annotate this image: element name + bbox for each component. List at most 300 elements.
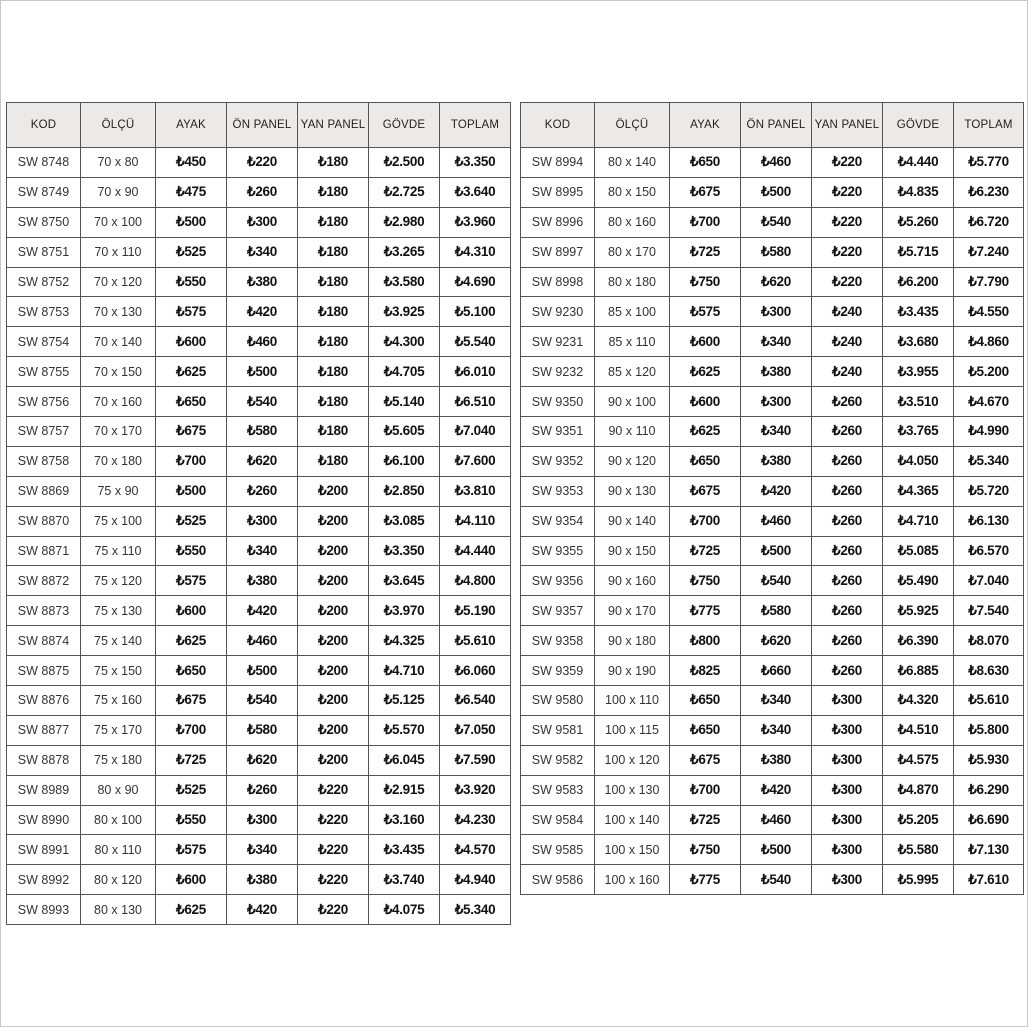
cell-olcu: 70 x 80: [81, 148, 156, 178]
cell-yan-panel: ₺200: [298, 536, 369, 566]
cell-on-panel: ₺540: [741, 566, 812, 596]
cell-on-panel: ₺380: [741, 745, 812, 775]
table-row: [521, 865, 1024, 895]
cell-govde: ₺5.205: [883, 805, 954, 835]
cell-yan-panel: ₺260: [812, 656, 883, 686]
table-row: [7, 207, 511, 237]
cell-yan-panel: ₺180: [298, 267, 369, 297]
cell-kod: SW 8752: [7, 267, 81, 297]
table-row: [521, 327, 1024, 357]
column-header-toplam: TOPLAM: [954, 103, 1024, 148]
cell-yan-panel: ₺220: [298, 805, 369, 835]
cell-olcu: 70 x 90: [81, 177, 156, 207]
table-row: [521, 656, 1024, 686]
column-header-ayak: AYAK: [670, 103, 741, 148]
cell-toplam: ₺4.690: [440, 267, 511, 297]
cell-toplam: ₺5.800: [954, 715, 1024, 745]
cell-on-panel: ₺460: [741, 506, 812, 536]
cell-kod: SW 8876: [7, 686, 81, 716]
cell-olcu: 100 x 115: [595, 715, 670, 745]
cell-kod: SW 8991: [7, 835, 81, 865]
cell-govde: ₺6.100: [369, 446, 440, 476]
cell-ayak: ₺600: [670, 327, 741, 357]
cell-olcu: 70 x 130: [81, 297, 156, 327]
table-row: [521, 476, 1024, 506]
cell-govde: ₺2.980: [369, 207, 440, 237]
cell-yan-panel: ₺200: [298, 626, 369, 656]
cell-yan-panel: ₺180: [298, 387, 369, 417]
table-header-row: [521, 103, 1024, 148]
cell-govde: ₺5.580: [883, 835, 954, 865]
cell-olcu: 85 x 110: [595, 327, 670, 357]
column-header-olcu: ÖLÇÜ: [595, 103, 670, 148]
cell-toplam: ₺7.600: [440, 446, 511, 476]
cell-on-panel: ₺340: [741, 686, 812, 716]
cell-govde: ₺4.325: [369, 626, 440, 656]
cell-olcu: 100 x 110: [595, 686, 670, 716]
cell-olcu: 90 x 150: [595, 536, 670, 566]
cell-toplam: ₺6.060: [440, 656, 511, 686]
cell-govde: ₺4.575: [883, 745, 954, 775]
cell-toplam: ₺5.100: [440, 297, 511, 327]
column-header-on-panel: ÖN PANEL: [741, 103, 812, 148]
table-row: [7, 566, 511, 596]
cell-kod: SW 8875: [7, 656, 81, 686]
cell-ayak: ₺475: [156, 177, 227, 207]
cell-toplam: ₺7.540: [954, 596, 1024, 626]
cell-on-panel: ₺660: [741, 656, 812, 686]
cell-on-panel: ₺380: [227, 267, 298, 297]
cell-yan-panel: ₺300: [812, 835, 883, 865]
cell-on-panel: ₺620: [741, 267, 812, 297]
cell-yan-panel: ₺260: [812, 536, 883, 566]
cell-kod: SW 8995: [521, 177, 595, 207]
cell-ayak: ₺600: [670, 387, 741, 417]
cell-on-panel: ₺260: [227, 476, 298, 506]
cell-kod: SW 9353: [521, 476, 595, 506]
cell-olcu: 75 x 100: [81, 506, 156, 536]
cell-olcu: 90 x 120: [595, 446, 670, 476]
cell-olcu: 70 x 120: [81, 267, 156, 297]
cell-govde: ₺6.390: [883, 626, 954, 656]
cell-kod: SW 8873: [7, 596, 81, 626]
column-header-yan-panel: YAN PANEL: [298, 103, 369, 148]
column-header-yan-panel: YAN PANEL: [812, 103, 883, 148]
cell-ayak: ₺625: [156, 895, 227, 925]
cell-olcu: 70 x 110: [81, 237, 156, 267]
cell-yan-panel: ₺180: [298, 446, 369, 476]
cell-olcu: 80 x 150: [595, 177, 670, 207]
cell-kod: SW 9582: [521, 745, 595, 775]
cell-yan-panel: ₺200: [298, 566, 369, 596]
cell-toplam: ₺7.240: [954, 237, 1024, 267]
table-row: [7, 506, 511, 536]
cell-ayak: ₺700: [670, 207, 741, 237]
cell-govde: ₺5.605: [369, 417, 440, 447]
cell-ayak: ₺575: [156, 835, 227, 865]
cell-toplam: ₺7.040: [440, 417, 511, 447]
cell-ayak: ₺700: [670, 775, 741, 805]
table-row: [521, 506, 1024, 536]
cell-ayak: ₺450: [156, 148, 227, 178]
table-row: [521, 177, 1024, 207]
cell-on-panel: ₺340: [741, 327, 812, 357]
cell-toplam: ₺6.290: [954, 775, 1024, 805]
cell-kod: SW 9584: [521, 805, 595, 835]
cell-toplam: ₺6.230: [954, 177, 1024, 207]
cell-toplam: ₺7.590: [440, 745, 511, 775]
table-row: [521, 148, 1024, 178]
cell-on-panel: ₺460: [741, 148, 812, 178]
cell-ayak: ₺725: [670, 805, 741, 835]
column-header-on-panel: ÖN PANEL: [227, 103, 298, 148]
cell-on-panel: ₺380: [227, 865, 298, 895]
cell-toplam: ₺3.920: [440, 775, 511, 805]
table-row: [7, 237, 511, 267]
cell-olcu: 80 x 90: [81, 775, 156, 805]
table-row: [7, 177, 511, 207]
cell-govde: ₺3.510: [883, 387, 954, 417]
table-row: [521, 267, 1024, 297]
cell-olcu: 70 x 170: [81, 417, 156, 447]
table-row: [521, 686, 1024, 716]
cell-olcu: 75 x 180: [81, 745, 156, 775]
cell-yan-panel: ₺300: [812, 865, 883, 895]
cell-govde: ₺4.835: [883, 177, 954, 207]
cell-yan-panel: ₺180: [298, 148, 369, 178]
cell-yan-panel: ₺220: [812, 237, 883, 267]
cell-on-panel: ₺340: [741, 417, 812, 447]
cell-on-panel: ₺300: [227, 207, 298, 237]
cell-toplam: ₺7.130: [954, 835, 1024, 865]
cell-toplam: ₺7.050: [440, 715, 511, 745]
table-row: [521, 805, 1024, 835]
cell-on-panel: ₺420: [741, 775, 812, 805]
table-row: [521, 387, 1024, 417]
cell-govde: ₺3.970: [369, 596, 440, 626]
cell-yan-panel: ₺240: [812, 297, 883, 327]
cell-kod: SW 9586: [521, 865, 595, 895]
table-body-right: [521, 148, 1024, 895]
cell-govde: ₺5.995: [883, 865, 954, 895]
cell-olcu: 80 x 140: [595, 148, 670, 178]
column-header-govde: GÖVDE: [369, 103, 440, 148]
cell-olcu: 70 x 180: [81, 446, 156, 476]
cell-on-panel: ₺460: [741, 805, 812, 835]
table-row: [7, 387, 511, 417]
cell-olcu: 75 x 170: [81, 715, 156, 745]
cell-ayak: ₺650: [670, 446, 741, 476]
cell-on-panel: ₺580: [741, 596, 812, 626]
cell-kod: SW 9351: [521, 417, 595, 447]
cell-ayak: ₺750: [670, 835, 741, 865]
cell-toplam: ₺6.010: [440, 357, 511, 387]
cell-kod: SW 8750: [7, 207, 81, 237]
cell-ayak: ₺575: [156, 297, 227, 327]
cell-yan-panel: ₺220: [298, 895, 369, 925]
cell-ayak: ₺550: [156, 805, 227, 835]
cell-toplam: ₺7.610: [954, 865, 1024, 895]
cell-kod: SW 9356: [521, 566, 595, 596]
cell-govde: ₺4.365: [883, 476, 954, 506]
cell-yan-panel: ₺300: [812, 805, 883, 835]
cell-olcu: 100 x 130: [595, 775, 670, 805]
cell-on-panel: ₺380: [227, 566, 298, 596]
cell-on-panel: ₺540: [741, 865, 812, 895]
table-row: [521, 417, 1024, 447]
table-row: [521, 207, 1024, 237]
cell-olcu: 90 x 130: [595, 476, 670, 506]
cell-kod: SW 8755: [7, 357, 81, 387]
table-row: [521, 237, 1024, 267]
cell-govde: ₺3.085: [369, 506, 440, 536]
cell-on-panel: ₺300: [227, 506, 298, 536]
cell-kod: SW 9357: [521, 596, 595, 626]
cell-govde: ₺4.705: [369, 357, 440, 387]
cell-toplam: ₺3.960: [440, 207, 511, 237]
cell-toplam: ₺5.610: [954, 686, 1024, 716]
cell-on-panel: ₺260: [227, 775, 298, 805]
cell-on-panel: ₺420: [227, 895, 298, 925]
cell-toplam: ₺5.720: [954, 476, 1024, 506]
cell-on-panel: ₺380: [741, 357, 812, 387]
cell-toplam: ₺5.340: [440, 895, 511, 925]
column-header-govde: GÖVDE: [883, 103, 954, 148]
cell-kod: SW 8748: [7, 148, 81, 178]
table-row: [7, 715, 511, 745]
cell-kod: SW 8754: [7, 327, 81, 357]
cell-govde: ₺3.645: [369, 566, 440, 596]
cell-toplam: ₺6.130: [954, 506, 1024, 536]
cell-kod: SW 9231: [521, 327, 595, 357]
cell-kod: SW 8993: [7, 895, 81, 925]
column-header-toplam: TOPLAM: [440, 103, 511, 148]
cell-kod: SW 8874: [7, 626, 81, 656]
cell-yan-panel: ₺180: [298, 237, 369, 267]
cell-govde: ₺3.955: [883, 357, 954, 387]
cell-govde: ₺3.580: [369, 267, 440, 297]
cell-toplam: ₺8.630: [954, 656, 1024, 686]
cell-yan-panel: ₺300: [812, 775, 883, 805]
table-row: [7, 596, 511, 626]
table-row: [521, 596, 1024, 626]
table-row: [7, 417, 511, 447]
cell-govde: ₺3.435: [883, 297, 954, 327]
cell-govde: ₺3.265: [369, 237, 440, 267]
cell-toplam: ₺4.110: [440, 506, 511, 536]
cell-kod: SW 8872: [7, 566, 81, 596]
cell-kod: SW 9581: [521, 715, 595, 745]
cell-olcu: 90 x 110: [595, 417, 670, 447]
cell-ayak: ₺625: [156, 626, 227, 656]
cell-govde: ₺6.885: [883, 656, 954, 686]
cell-govde: ₺4.710: [883, 506, 954, 536]
cell-toplam: ₺3.640: [440, 177, 511, 207]
cell-ayak: ₺525: [156, 506, 227, 536]
cell-yan-panel: ₺200: [298, 506, 369, 536]
cell-yan-panel: ₺180: [298, 177, 369, 207]
cell-kod: SW 8870: [7, 506, 81, 536]
cell-olcu: 100 x 140: [595, 805, 670, 835]
cell-ayak: ₺700: [156, 715, 227, 745]
table-row: [7, 148, 511, 178]
cell-on-panel: ₺620: [227, 446, 298, 476]
cell-yan-panel: ₺260: [812, 506, 883, 536]
table-row: [7, 865, 511, 895]
cell-olcu: 90 x 140: [595, 506, 670, 536]
cell-kod: SW 9585: [521, 835, 595, 865]
cell-yan-panel: ₺200: [298, 596, 369, 626]
cell-yan-panel: ₺220: [812, 207, 883, 237]
cell-yan-panel: ₺260: [812, 566, 883, 596]
cell-govde: ₺3.765: [883, 417, 954, 447]
cell-kod: SW 8758: [7, 446, 81, 476]
cell-govde: ₺4.320: [883, 686, 954, 716]
cell-kod: SW 8994: [521, 148, 595, 178]
cell-on-panel: ₺500: [741, 835, 812, 865]
table-row: [521, 835, 1024, 865]
cell-ayak: ₺650: [670, 715, 741, 745]
cell-govde: ₺5.140: [369, 387, 440, 417]
cell-on-panel: ₺460: [227, 626, 298, 656]
cell-on-panel: ₺340: [741, 715, 812, 745]
cell-govde: ₺3.680: [883, 327, 954, 357]
cell-govde: ₺4.870: [883, 775, 954, 805]
cell-ayak: ₺600: [156, 865, 227, 895]
cell-olcu: 100 x 120: [595, 745, 670, 775]
cell-ayak: ₺725: [670, 237, 741, 267]
cell-yan-panel: ₺240: [812, 327, 883, 357]
table-row: [521, 566, 1024, 596]
cell-govde: ₺2.850: [369, 476, 440, 506]
cell-govde: ₺5.715: [883, 237, 954, 267]
cell-toplam: ₺4.990: [954, 417, 1024, 447]
cell-kod: SW 8869: [7, 476, 81, 506]
table-row: [521, 297, 1024, 327]
cell-olcu: 90 x 170: [595, 596, 670, 626]
cell-on-panel: ₺500: [741, 536, 812, 566]
cell-on-panel: ₺300: [227, 805, 298, 835]
cell-toplam: ₺4.550: [954, 297, 1024, 327]
cell-olcu: 75 x 160: [81, 686, 156, 716]
cell-ayak: ₺625: [156, 357, 227, 387]
cell-yan-panel: ₺180: [298, 207, 369, 237]
cell-ayak: ₺725: [156, 745, 227, 775]
cell-yan-panel: ₺300: [812, 715, 883, 745]
cell-yan-panel: ₺260: [812, 626, 883, 656]
cell-ayak: ₺675: [156, 686, 227, 716]
cell-ayak: ₺700: [670, 506, 741, 536]
cell-kod: SW 8871: [7, 536, 81, 566]
cell-kod: SW 8990: [7, 805, 81, 835]
cell-yan-panel: ₺260: [812, 417, 883, 447]
cell-ayak: ₺650: [670, 148, 741, 178]
cell-kod: SW 8997: [521, 237, 595, 267]
cell-ayak: ₺775: [670, 865, 741, 895]
table-row: [7, 536, 511, 566]
cell-kod: SW 8989: [7, 775, 81, 805]
cell-kod: SW 8757: [7, 417, 81, 447]
cell-toplam: ₺6.570: [954, 536, 1024, 566]
cell-yan-panel: ₺260: [812, 387, 883, 417]
cell-olcu: 80 x 180: [595, 267, 670, 297]
column-header-olcu: ÖLÇÜ: [81, 103, 156, 148]
price-table-right: [520, 102, 1024, 895]
cell-ayak: ₺650: [156, 656, 227, 686]
cell-olcu: 85 x 100: [595, 297, 670, 327]
cell-kod: SW 9580: [521, 686, 595, 716]
cell-ayak: ₺525: [156, 775, 227, 805]
cell-on-panel: ₺620: [741, 626, 812, 656]
cell-toplam: ₺4.670: [954, 387, 1024, 417]
cell-ayak: ₺625: [670, 357, 741, 387]
cell-on-panel: ₺300: [741, 387, 812, 417]
cell-yan-panel: ₺180: [298, 297, 369, 327]
cell-olcu: 75 x 130: [81, 596, 156, 626]
cell-toplam: ₺3.350: [440, 148, 511, 178]
cell-olcu: 75 x 120: [81, 566, 156, 596]
cell-ayak: ₺675: [670, 745, 741, 775]
cell-yan-panel: ₺200: [298, 745, 369, 775]
cell-govde: ₺6.200: [883, 267, 954, 297]
cell-olcu: 70 x 160: [81, 387, 156, 417]
cell-kod: SW 8756: [7, 387, 81, 417]
table-row: [521, 357, 1024, 387]
table-row: [7, 656, 511, 686]
cell-kod: SW 8996: [521, 207, 595, 237]
cell-olcu: 80 x 160: [595, 207, 670, 237]
cell-ayak: ₺500: [156, 207, 227, 237]
cell-toplam: ₺5.770: [954, 148, 1024, 178]
cell-govde: ₺4.075: [369, 895, 440, 925]
cell-toplam: ₺6.690: [954, 805, 1024, 835]
cell-govde: ₺5.125: [369, 686, 440, 716]
cell-on-panel: ₺260: [227, 177, 298, 207]
cell-kod: SW 8751: [7, 237, 81, 267]
table-row: [7, 297, 511, 327]
table-row: [521, 536, 1024, 566]
cell-kod: SW 9350: [521, 387, 595, 417]
table-row: [7, 476, 511, 506]
cell-yan-panel: ₺300: [812, 745, 883, 775]
cell-yan-panel: ₺220: [298, 835, 369, 865]
column-header-ayak: AYAK: [156, 103, 227, 148]
cell-toplam: ₺4.230: [440, 805, 511, 835]
cell-olcu: 90 x 160: [595, 566, 670, 596]
cell-govde: ₺6.045: [369, 745, 440, 775]
cell-toplam: ₺5.540: [440, 327, 511, 357]
cell-ayak: ₺650: [156, 387, 227, 417]
cell-on-panel: ₺340: [227, 237, 298, 267]
cell-toplam: ₺5.200: [954, 357, 1024, 387]
cell-yan-panel: ₺220: [812, 177, 883, 207]
cell-toplam: ₺6.720: [954, 207, 1024, 237]
cell-govde: ₺4.300: [369, 327, 440, 357]
cell-on-panel: ₺420: [741, 476, 812, 506]
cell-govde: ₺3.435: [369, 835, 440, 865]
cell-on-panel: ₺500: [741, 177, 812, 207]
cell-kod: SW 9358: [521, 626, 595, 656]
cell-kod: SW 9230: [521, 297, 595, 327]
cell-kod: SW 8877: [7, 715, 81, 745]
cell-olcu: 80 x 120: [81, 865, 156, 895]
cell-kod: SW 9583: [521, 775, 595, 805]
cell-govde: ₺3.925: [369, 297, 440, 327]
cell-ayak: ₺825: [670, 656, 741, 686]
cell-kod: SW 8878: [7, 745, 81, 775]
cell-govde: ₺2.500: [369, 148, 440, 178]
cell-kod: SW 8998: [521, 267, 595, 297]
